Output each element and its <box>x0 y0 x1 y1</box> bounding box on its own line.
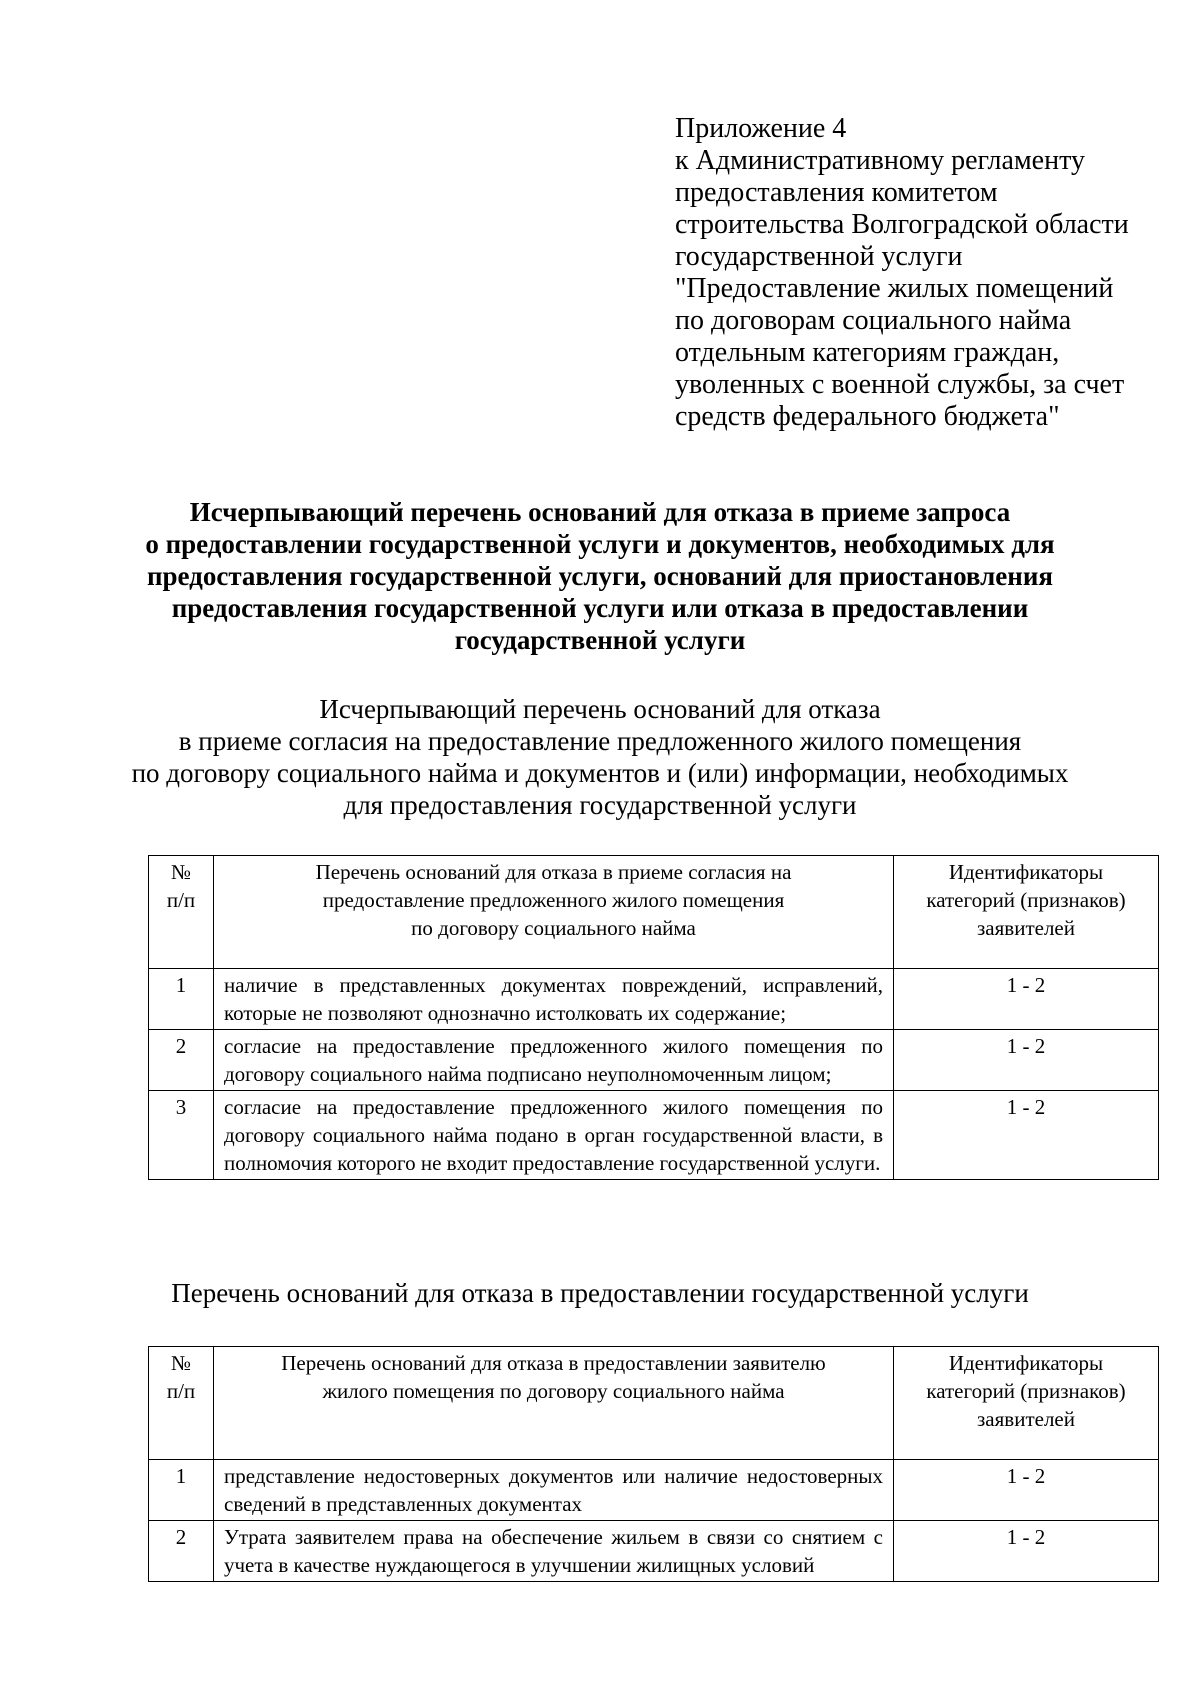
appendix-line: строительства Волгоградской области <box>675 209 1129 240</box>
header-text: Идентификаторы <box>948 1351 1104 1375</box>
header-text: заявителей <box>977 916 1075 940</box>
refusal-service-table <box>148 1346 1159 1582</box>
table-row <box>149 969 1159 1030</box>
header-ident-cell <box>894 856 1159 969</box>
row-num-cell: 3 <box>149 1091 214 1180</box>
section1-title-line: Исчерпывающий перечень оснований для отказа <box>319 694 881 724</box>
header-text: заявителей <box>977 1407 1075 1431</box>
header-num-cell <box>149 856 214 969</box>
header-text: предоставление предложенного жилого помещения <box>322 888 785 912</box>
main-title-line: государственной услуги <box>454 625 746 655</box>
header-ident-cell <box>894 1347 1159 1460</box>
main-title-line: предоставления государственной услуги, оснований для приостановления <box>146 561 1053 591</box>
appendix-block <box>675 113 1155 433</box>
header-reason-cell <box>214 1347 894 1460</box>
appendix-line: к Административному регламенту <box>675 145 1085 176</box>
appendix-line: отдельным категориям граждан, <box>675 337 1060 368</box>
row-num-cell: 1 <box>149 969 214 1030</box>
table-row <box>149 1460 1159 1521</box>
header-text: п/п <box>166 1379 196 1403</box>
header-text: категорий (признаков) <box>926 888 1126 912</box>
appendix-line: государственной услуги <box>675 241 963 272</box>
section1-title-line: по договору социального найма и документов и (или) информации, необходимых <box>131 758 1069 788</box>
section1-title-line: в приеме согласия на предоставление предложенного жилого помещения <box>178 726 1022 756</box>
row-num-cell: 1 <box>149 1460 214 1521</box>
refusal-acceptance-table <box>148 855 1159 1180</box>
row-ident-cell: 1 - 2 <box>894 969 1159 1030</box>
row-ident-cell: 1 - 2 <box>894 1460 1159 1521</box>
row-reason-cell: Утрата заявителем права на обеспечение жильем в связи со снятием с учета в качестве нуждающегося в улучшении жилищных условий <box>214 1521 894 1582</box>
table-row <box>149 1091 1159 1180</box>
main-title-line: о предоставлении государственной услуги и документов, необходимых для <box>145 529 1055 559</box>
appendix-line: средств федерального бюджета" <box>675 401 1060 432</box>
row-ident-cell: 1 - 2 <box>894 1091 1159 1180</box>
header-text: по договору социального найма <box>411 916 696 940</box>
section1-title-line: для предоставления государственной услуги <box>343 790 857 820</box>
appendix-line: по договорам социального найма <box>675 305 1072 336</box>
main-title <box>130 496 1070 656</box>
header-reason-cell <box>214 856 894 969</box>
row-reason-cell: согласие на предоставление предложенного жилого помещения по договору социального найма подано в орган государственной власти, в полномочия которого не входит предоставление государственной услуги. <box>214 1091 894 1180</box>
header-text: Перечень оснований для отказа в предоставлении заявителю <box>281 1351 826 1375</box>
header-text: жилого помещения по договору социального найма <box>322 1379 785 1403</box>
row-reason-cell: представление недостоверных документов или наличие недостоверных сведений в представленных документах <box>214 1460 894 1521</box>
main-title-line: Исчерпывающий перечень оснований для отказа в приеме запроса <box>189 497 1011 527</box>
header-text: категорий (признаков) <box>926 1379 1126 1403</box>
table-header-row <box>149 856 1159 969</box>
row-reason-cell: наличие в представленных документах повреждений, исправлений, которые не позволяют однозначно истолковать их содержание; <box>214 969 894 1030</box>
appendix-line: Приложение 4 <box>675 113 847 144</box>
table-row <box>149 1521 1159 1582</box>
row-reason-cell: согласие на предоставление предложенного жилого помещения по договору социального найма подписано неуполномоченным лицом; <box>214 1030 894 1091</box>
header-text: п/п <box>166 888 196 912</box>
table-header-row <box>149 1347 1159 1460</box>
section1-title <box>130 693 1070 821</box>
header-num-cell <box>149 1347 214 1460</box>
header-text: Идентификаторы <box>948 860 1104 884</box>
row-ident-cell: 1 - 2 <box>894 1030 1159 1091</box>
appendix-line: уволенных с военной службы, за счет <box>675 369 1125 400</box>
header-text: № <box>170 860 192 884</box>
main-title-line: предоставления государственной услуги или отказа в предоставлении <box>171 593 1029 623</box>
header-text: № <box>170 1351 192 1375</box>
section2-title: Перечень оснований для отказа в предоставлении государственной услуги <box>171 1278 1029 1308</box>
header-text: Перечень оснований для отказа в приеме согласия на <box>315 860 792 884</box>
appendix-line: "Предоставление жилых помещений <box>675 273 1114 304</box>
row-ident-cell: 1 - 2 <box>894 1521 1159 1582</box>
table-row <box>149 1030 1159 1091</box>
row-num-cell: 2 <box>149 1521 214 1582</box>
appendix-line: предоставления комитетом <box>675 177 998 208</box>
row-num-cell: 2 <box>149 1030 214 1091</box>
